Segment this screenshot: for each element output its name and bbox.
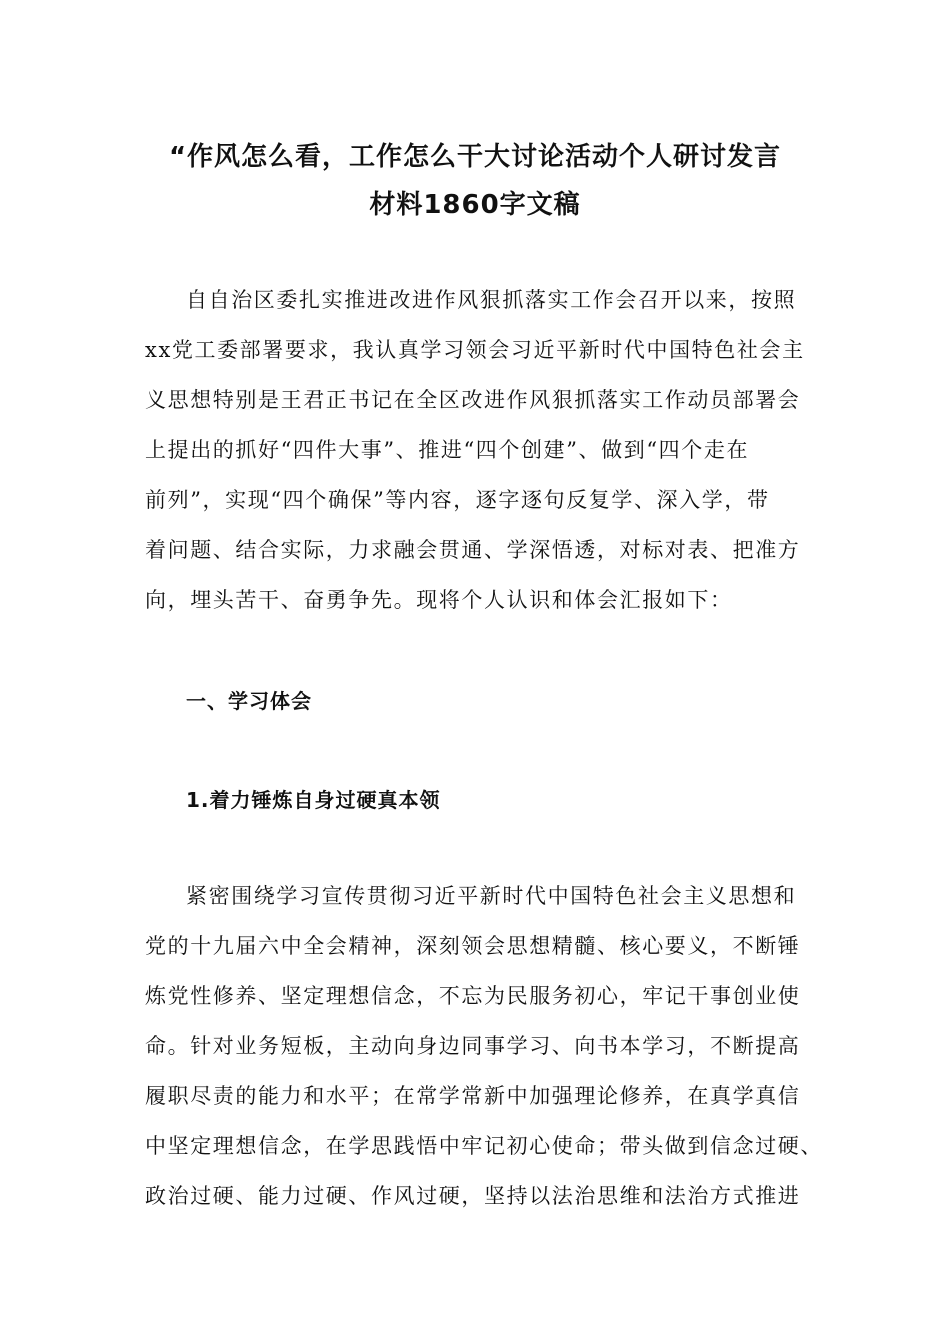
body-paragraph-line: 党的十九届六中全会精神，深刻领会思想精髓、核心要义，不断锤 [145, 934, 801, 958]
intro-paragraph-line: 前列”，实现“四个确保”等内容，逐字逐句反复学、深入学，带 [145, 488, 770, 512]
body-paragraph-line: 炼党性修养、坚定理想信念，不忘为民服务初心，牢记干事创业使 [145, 984, 801, 1008]
document-title-line-2: 材料1860字文稿 [369, 190, 581, 220]
intro-paragraph-line: 着问题、结合实际，力求融会贯通、学深悟透，对标对表、把准方 [145, 538, 801, 562]
body-paragraph-line: 命。针对业务短板，主动向身边同事学习、向书本学习，不断提高 [145, 1034, 801, 1058]
body-paragraph-line: 履职尽责的能力和水平；在常学常新中加强理论修养，在真学真信 [145, 1084, 801, 1108]
intro-paragraph-line: 自自治区委扎实推进改进作风狠抓落实工作会召开以来，按照 [186, 288, 797, 312]
subsection-heading: 1.着力锤炼自身过硬真本领 [186, 788, 441, 812]
body-paragraph-line: 紧密围绕学习宣传贯彻习近平新时代中国特色社会主义思想和 [186, 884, 797, 908]
intro-paragraph-line: 向，埋头苦干、奋勇争先。现将个人认识和体会汇报如下： [145, 588, 733, 612]
intro-paragraph-line: 上提出的抓好“四件大事”、推进“四个创建”、做到“四个走在 [145, 438, 750, 462]
body-paragraph-line: 中坚定理想信念，在学思践悟中牢记初心使命；带头做到信念过硬、 [145, 1134, 823, 1158]
document-title-line-1: “作风怎么看，工作怎么干大讨论活动个人研讨发言 [168, 142, 782, 172]
intro-paragraph-line: 义思想特别是王君正书记在全区改进作风狠抓落实工作动员部署会 [145, 388, 801, 412]
body-paragraph-line: 政治过硬、能力过硬、作风过硬，坚持以法治思维和法治方式推进 [145, 1184, 801, 1208]
intro-paragraph-line: xx党工委部署要求，我认真学习领会习近平新时代中国特色社会主 [145, 338, 805, 362]
section-heading: 一、学习体会 [186, 689, 312, 713]
